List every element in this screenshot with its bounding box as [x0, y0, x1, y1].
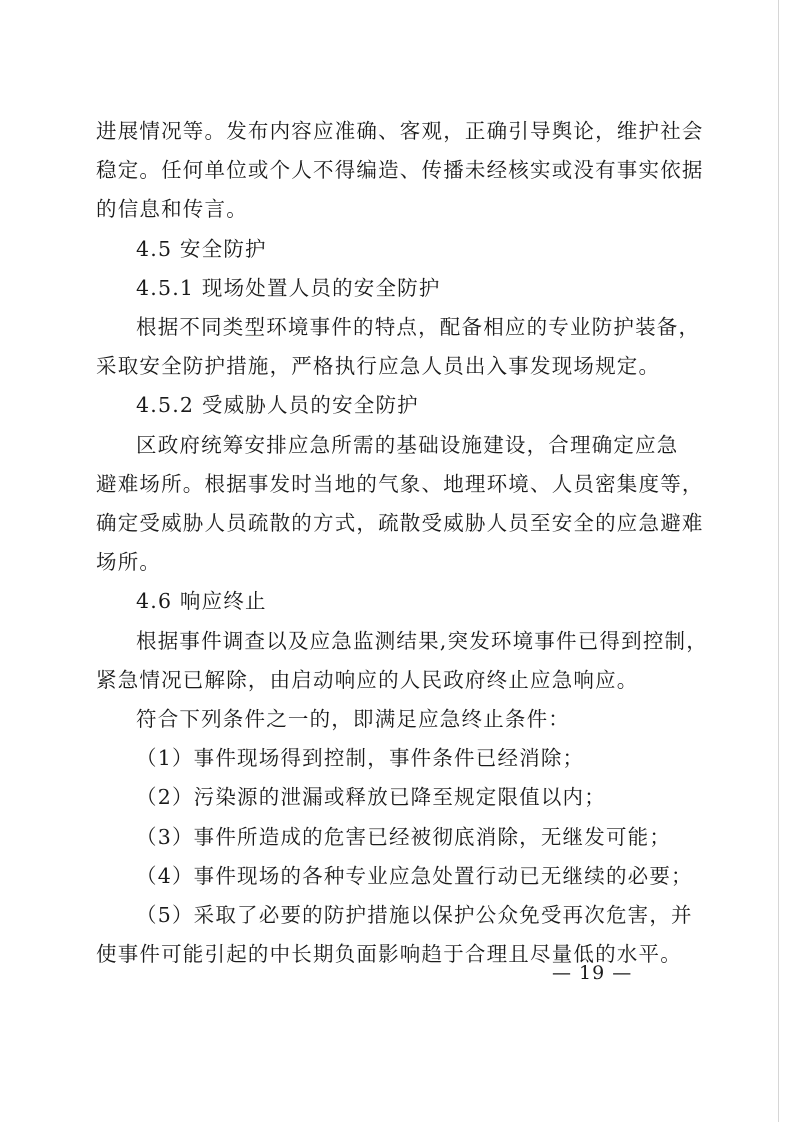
paragraph-line: 符合下列条件之一的，即满足应急终止条件：	[136, 707, 570, 732]
condition-item-3: （3）事件所造成的危害已经被彻底消除，无继发可能；	[136, 824, 672, 849]
condition-item-5: （5）采取了必要的防护措施以保护公众免受再次危害，并	[136, 903, 693, 928]
paragraph-line: 采取安全防护措施，严格执行应急人员出入事发现场规定。	[96, 354, 661, 379]
condition-item-4: （4）事件现场的各种专业应急处置行动已无继续的必要；	[136, 863, 693, 888]
paragraph-line: 确定受威胁人员疏散的方式，疏散受威胁人员至安全的应急避难	[96, 511, 704, 536]
paragraph-line: 使事件可能引起的中长期负面影响趋于合理且尽量低的水平。	[96, 942, 682, 967]
paragraph-line: 稳定。任何单位或个人不得编造、传播未经核实或没有事实依据	[96, 158, 704, 183]
paragraph-line: 的信息和传言。	[96, 197, 248, 222]
condition-item-1: （1）事件现场得到控制，事件条件已经消除；	[136, 746, 585, 771]
section-heading-4-5: 4.5 安全防护	[136, 236, 267, 261]
body-text	[96, 112, 708, 974]
section-heading-4-5-1: 4.5.1 现场处置人员的安全防护	[136, 275, 441, 300]
section-heading-4-6: 4.6 响应终止	[136, 589, 267, 614]
paragraph-line: 场所。	[96, 550, 162, 575]
paragraph-line: 根据不同类型环境事件的特点，配备相应的专业防护装备，	[136, 315, 701, 340]
condition-item-2: （2）污染源的泄漏或释放已降至规定限值以内；	[136, 785, 606, 810]
scan-edge-line	[778, 0, 779, 1122]
paragraph-line: 区政府统筹安排应急所需的基础设施建设，合理确定应急	[136, 432, 679, 457]
paragraph-line: 紧急情况已解除，由启动响应的人民政府终止应急响应。	[96, 667, 639, 692]
paragraph-line: 进展情况等。发布内容应准确、客观，正确引导舆论，维护社会	[96, 119, 704, 143]
section-heading-4-5-2: 4.5.2 受威胁人员的安全防护	[136, 393, 419, 418]
paragraph-line: 根据事件调查以及应急监测结果,突发环境事件已得到控制，	[136, 628, 708, 653]
paragraph-line: 避难场所。根据事发时当地的气象、地理环境、人员密集度等，	[96, 471, 704, 496]
page-number: — 19 —	[552, 962, 633, 984]
